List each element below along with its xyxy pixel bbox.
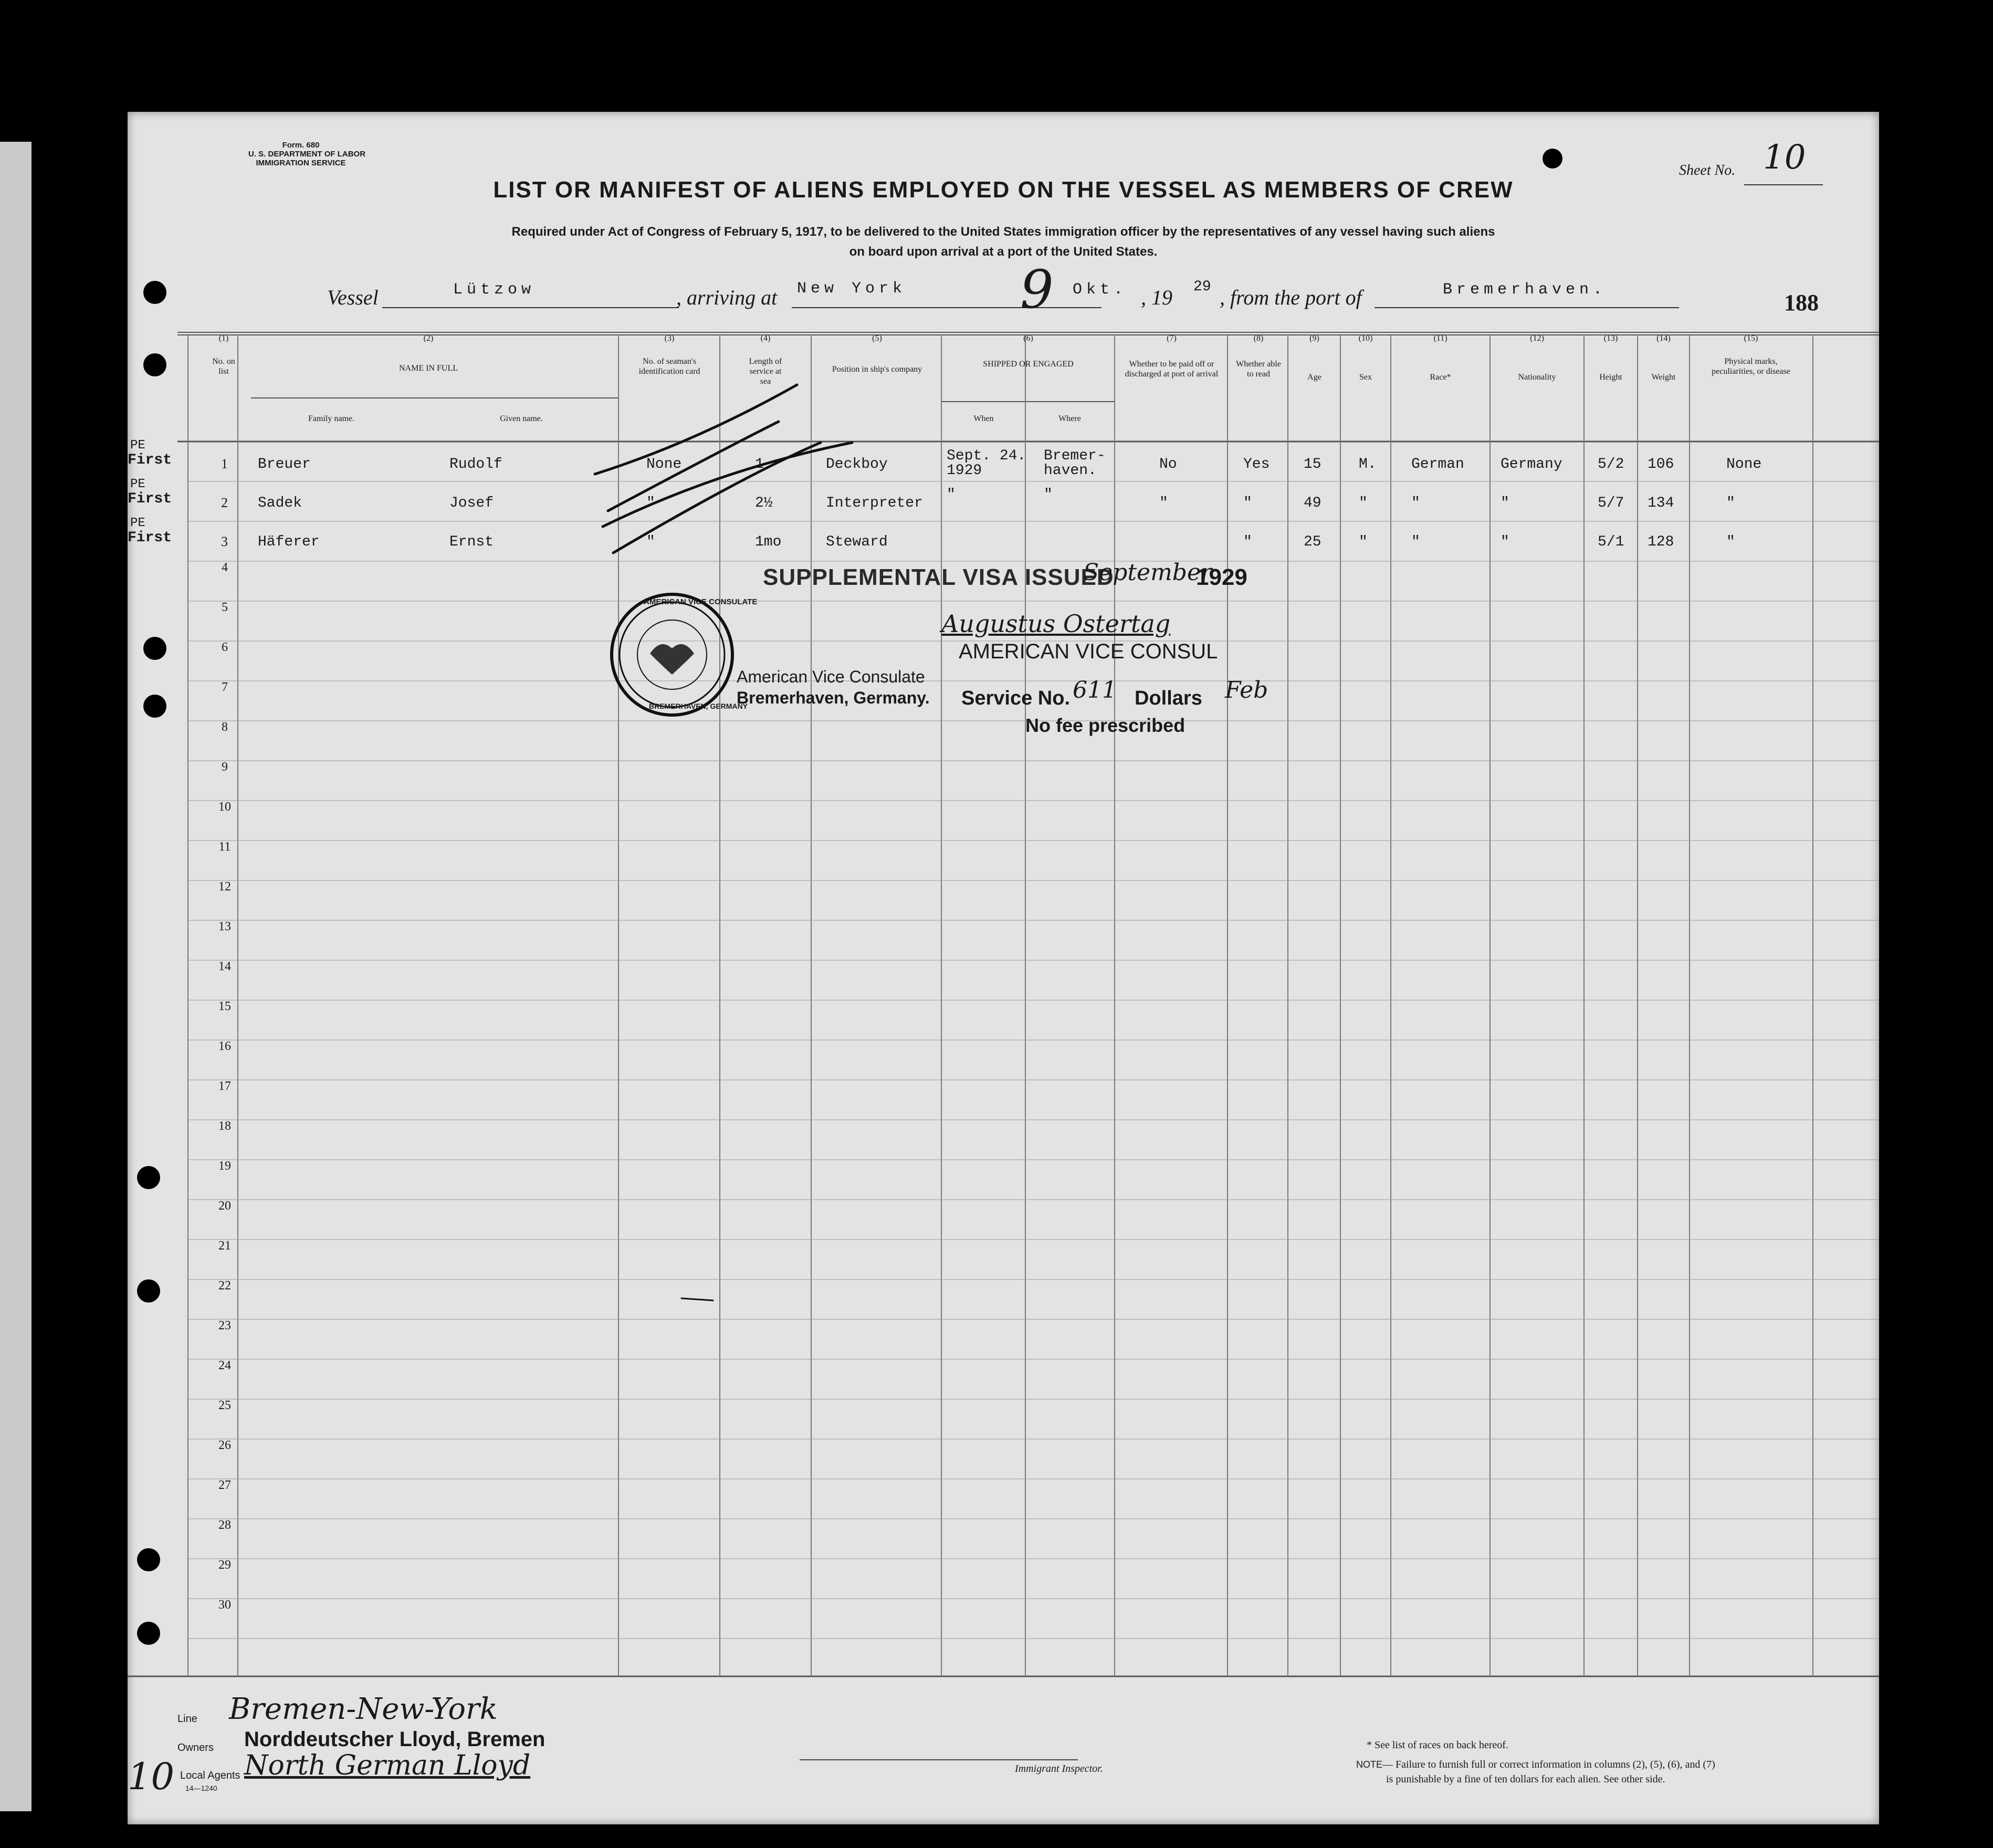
when-header: When — [973, 414, 994, 423]
row-number: 24 — [218, 1359, 231, 1372]
col-11-number: (11) — [1433, 334, 1447, 343]
inspector-label: Immigrant Inspector. — [1015, 1763, 1103, 1774]
given-name: Rudolf — [449, 456, 502, 472]
col-7-number: (7) — [1167, 334, 1177, 343]
line-label: Line — [177, 1713, 197, 1725]
row-number: 18 — [218, 1119, 231, 1133]
pen-strike-marks — [128, 112, 1879, 1824]
position: Interpreter — [826, 495, 923, 511]
able-to-read: " — [1243, 495, 1252, 511]
service-number-label: Service No. — [961, 687, 1070, 709]
paid-off: " — [1159, 495, 1168, 511]
family-name: Sadek — [258, 495, 302, 511]
row-number: 15 — [218, 1000, 231, 1013]
age: 15 — [1304, 456, 1321, 472]
family-name: Häferer — [258, 534, 320, 550]
row-number: 30 — [218, 1598, 231, 1612]
visa-date: September — [1083, 559, 1212, 586]
col-2-title: NAME IN FULL — [399, 364, 458, 373]
col-7-title: Whether to be paid off or discharged at port of arrival — [1125, 360, 1219, 379]
row-number: 8 — [222, 720, 228, 734]
race: " — [1411, 495, 1420, 511]
col-13-title: Height — [1599, 373, 1622, 382]
shipped-where: " — [1044, 487, 1053, 503]
col-2-number: (2) — [423, 334, 434, 343]
row-number: 2 — [221, 495, 228, 510]
col-10-title: Sex — [1359, 373, 1372, 382]
note-line-1: — Failure to furnish full or correct information in columns (2), (5), (6), and (7) — [1382, 1759, 1715, 1770]
row-number: 23 — [218, 1319, 231, 1332]
service-length: 1 — [755, 456, 764, 472]
col-5-title: Position in ship's company — [832, 365, 922, 374]
family-name: Breuer — [258, 456, 311, 472]
vessel-name: Lützow — [453, 281, 536, 299]
id-card: " — [646, 534, 655, 550]
race-note: * See list of races on back hereof. — [1367, 1739, 1508, 1751]
row-note: PE — [130, 477, 145, 491]
sex: M. — [1359, 456, 1377, 472]
row-number: 10 — [218, 800, 231, 814]
row-number: 13 — [218, 920, 231, 933]
col-14-title: Weight — [1651, 373, 1676, 382]
page-number: 188 — [1784, 290, 1819, 316]
age: 49 — [1304, 495, 1321, 511]
col-4-title: Length of service at sea — [749, 357, 782, 386]
physical-marks: " — [1726, 534, 1735, 550]
col-8-title: Whether able to read — [1236, 360, 1281, 379]
sex: " — [1359, 495, 1368, 511]
row-number: 16 — [218, 1040, 231, 1053]
row-number: 14 — [218, 960, 231, 973]
form-code: 14—1240 — [185, 1784, 217, 1792]
row-number: 19 — [218, 1159, 231, 1173]
row-note: PE — [130, 438, 145, 453]
subtitle-line-1: Required under Act of Congress of February 5, 1917, to be delivered to the United States immigration officer by the representatives of any vessel having such aliens — [511, 225, 1495, 239]
col-15-number: (15) — [1744, 334, 1758, 343]
able-to-read: Yes — [1243, 456, 1270, 472]
agents-value: North German Lloyd — [244, 1750, 531, 1781]
able-to-read: " — [1243, 534, 1252, 550]
arriving-label: , arriving at — [676, 286, 778, 309]
subtitle-line-2: on board upon arrival at a port of the United States. — [849, 245, 1158, 259]
dollars-value: Feb — [1225, 677, 1268, 704]
row-number: 7 — [222, 680, 228, 694]
row-number: 12 — [218, 880, 231, 894]
inspector-signature-line — [800, 1759, 1078, 1760]
row-number: 22 — [218, 1279, 231, 1293]
col-6-number: (6) — [1023, 334, 1033, 343]
consulate-seal — [608, 591, 737, 719]
visa-stamp-text: SUPPLEMENTAL VISA ISSUED — [763, 564, 1114, 590]
shipped-when-year: 1929 — [947, 463, 982, 479]
visa-year: 1929 — [1196, 564, 1247, 590]
sex: " — [1359, 534, 1368, 550]
col-12-number: (12) — [1530, 334, 1544, 343]
agents-label: Local Agents — [180, 1770, 240, 1781]
row-number: 9 — [222, 760, 228, 774]
col-3-number: (3) — [664, 334, 675, 343]
row-number: 6 — [222, 640, 228, 654]
from-label: , from the port of — [1220, 286, 1362, 309]
position: Deckboy — [826, 456, 888, 472]
row-number: 26 — [218, 1438, 231, 1452]
row-class: First — [128, 491, 172, 507]
height: 5/7 — [1598, 495, 1624, 511]
consulate-city: Bremerhaven, Germany. — [737, 688, 930, 707]
nationality: " — [1501, 495, 1509, 511]
arrival-day: 9 — [1020, 259, 1054, 320]
col-11-title: Race* — [1430, 373, 1451, 382]
departure-port: Bremerhaven. — [1443, 281, 1607, 299]
row-note: PE — [130, 516, 145, 530]
line-value: Bremen-New-York — [229, 1692, 498, 1726]
service-length: 2½ — [755, 495, 773, 511]
col-9-title: Age — [1307, 373, 1321, 382]
page-title: LIST OR MANIFEST OF ALIENS EMPLOYED ON THE VESSEL AS MEMBERS OF CREW — [493, 177, 1514, 203]
paid-off: No — [1159, 456, 1177, 472]
fine-note — [1356, 1759, 1715, 1771]
col-9-number: (9) — [1309, 334, 1319, 343]
weight: 134 — [1648, 495, 1674, 511]
col-12-title: Nationality — [1518, 373, 1556, 382]
position: Steward — [826, 534, 888, 550]
row-number: 1 — [221, 456, 228, 471]
row-number: 5 — [222, 601, 228, 614]
sheet-number: 10 — [1763, 138, 1806, 177]
physical-marks: None — [1726, 456, 1762, 472]
col-4-number: (4) — [760, 334, 771, 343]
shipped-when: Sept. 24. — [947, 448, 1026, 464]
fine-note-line-2: is punishable by a fine of ten dollars for each alien. See other side. — [1386, 1773, 1665, 1785]
height: 5/2 — [1598, 456, 1624, 472]
height: 5/1 — [1598, 534, 1624, 550]
left-paper-strip — [0, 142, 32, 1811]
corner-mark: 10 — [128, 1755, 175, 1798]
row-number: 28 — [218, 1518, 231, 1532]
note-label: NOTE — [1356, 1759, 1383, 1770]
col-8-number: (8) — [1253, 334, 1264, 343]
seal-top-text: AMERICAN VICE CONSULATE — [644, 597, 758, 606]
col-10-number: (10) — [1358, 334, 1373, 343]
col-15-title: Physical marks, peculiarities, or disease — [1712, 357, 1790, 376]
row-number: 25 — [218, 1399, 231, 1412]
seal-bottom-text: BREMERHAVEN, GERMANY — [649, 702, 748, 710]
weight: 128 — [1648, 534, 1674, 550]
col-13-number: (13) — [1603, 334, 1618, 343]
consul-signature: Augustus Ostertag — [941, 610, 1171, 638]
family-name-header: Family name. — [308, 414, 354, 423]
vessel-label: Vessel — [327, 286, 379, 309]
row-class: First — [128, 452, 172, 468]
nationality: " — [1501, 534, 1509, 550]
col-1-number: (1) — [218, 334, 229, 343]
arrival-month: Okt. — [1073, 281, 1128, 299]
nationality: Germany — [1501, 456, 1562, 472]
department-name: U. S. DEPARTMENT OF LABOR — [248, 150, 366, 159]
weight: 106 — [1648, 456, 1674, 472]
shipped-when: " — [947, 487, 956, 503]
given-name: Ernst — [449, 534, 494, 550]
owners-value: Norddeutscher Lloyd, Bremen — [244, 1728, 546, 1751]
shipped-where: Bremer- — [1044, 448, 1106, 464]
service-name: IMMIGRATION SERVICE — [256, 159, 346, 167]
id-card: None — [646, 456, 682, 472]
row-number: 29 — [218, 1558, 231, 1572]
shipped-where-cont: haven. — [1044, 463, 1097, 479]
col-3-title: No. of seaman's identification card — [638, 357, 700, 376]
given-name: Josef — [449, 495, 494, 511]
col-14-number: (14) — [1656, 334, 1671, 343]
year-prefix: , 19 — [1141, 286, 1172, 309]
col-1-title: No. on list — [212, 357, 235, 376]
row-number: 17 — [218, 1079, 231, 1093]
service-number: 611 — [1073, 677, 1117, 704]
consulate-name: American Vice Consulate — [737, 667, 925, 686]
row-number: 21 — [218, 1239, 231, 1253]
year-suffix: 29 — [1193, 279, 1211, 295]
service-length: 1mo — [755, 534, 782, 550]
owners-label: Owners — [177, 1742, 214, 1754]
where-header: Where — [1058, 414, 1081, 423]
arrival-port: New York — [797, 280, 907, 298]
col-6-title: SHIPPED OR ENGAGED — [983, 360, 1074, 369]
row-number: 3 — [221, 534, 228, 549]
no-fee-text: No fee prescribed — [1025, 715, 1186, 736]
physical-marks: " — [1726, 495, 1735, 511]
dollars-label: Dollars — [1135, 687, 1202, 709]
sheet-label: Sheet No. — [1679, 162, 1736, 178]
row-number: 27 — [218, 1478, 231, 1492]
form-number: Form. 680 — [282, 141, 320, 150]
race: German — [1411, 456, 1464, 472]
row-number: 11 — [218, 840, 231, 854]
row-number: 4 — [222, 561, 228, 574]
race: " — [1411, 534, 1420, 550]
consul-title: AMERICAN VICE CONSUL — [959, 640, 1218, 663]
row-class: First — [128, 530, 172, 546]
visa-stamp — [763, 564, 1114, 591]
row-number: 20 — [218, 1199, 231, 1213]
manifest-sheet — [128, 112, 1879, 1824]
age: 25 — [1304, 534, 1321, 550]
given-name-header: Given name. — [500, 414, 543, 423]
id-card: " — [646, 495, 655, 511]
col-5-number: (5) — [872, 334, 882, 343]
